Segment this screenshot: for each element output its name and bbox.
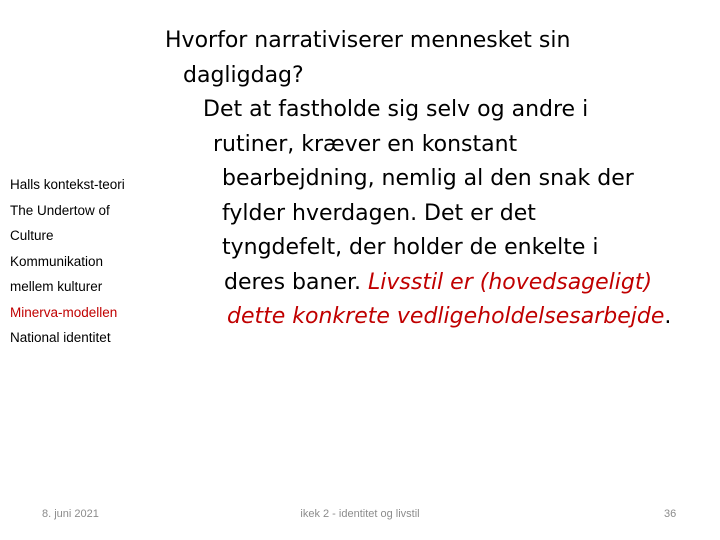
slide-content <box>165 24 705 335</box>
sidebar-item-kommunikation-line1[interactable]: Kommunikation <box>10 253 104 269</box>
footer-title: ikek 2 - identitet og livstil <box>300 508 420 520</box>
body-line-7-period: . <box>664 304 672 329</box>
body-line-7 <box>165 300 705 335</box>
body-line-2: rutiner, kræver en konstant <box>213 131 518 157</box>
heading-line-1: Hvorfor narrativiserer mennesket sin <box>165 28 571 53</box>
sidebar-item-kommunikation-line2[interactable]: mellem kulturer <box>10 279 103 294</box>
footer-date: 8. juni 2021 <box>42 508 99 520</box>
sidebar-item-undertow-of-culture-line2[interactable]: Culture <box>10 228 54 243</box>
body-line-6 <box>165 266 705 301</box>
heading-line-2: dagligdag? <box>183 62 304 88</box>
sidebar-nav <box>10 172 170 351</box>
lifestyle-emphasis-part-2: dette konkrete vedligeholdelsesarbejde <box>227 304 665 329</box>
sidebar-item-halls-kontekst-teori[interactable]: Halls kontekst-teori <box>10 177 125 192</box>
body-line-1: Det at fastholde sig selv og andre i <box>203 97 589 122</box>
body-line-3: bearbejdning, nemlig al den snak der <box>222 166 634 191</box>
footer-page-number: 36 <box>664 508 677 520</box>
sidebar-item-national-identitet[interactable]: National identitet <box>10 330 111 345</box>
sidebar-item-undertow-of-culture-line1[interactable]: The Undertow of <box>10 202 110 218</box>
body-line-4: fylder hverdagen. Det er det <box>222 200 536 226</box>
body-line-6-text: deres baner. <box>224 269 368 295</box>
body-line-5: tyngdefelt, der holder de enkelte i <box>222 235 599 260</box>
sidebar-item-minerva-modellen[interactable]: Minerva-modellen <box>10 304 118 320</box>
lifestyle-emphasis-part-1: Livsstil er (hovedsageligt) <box>368 269 653 295</box>
